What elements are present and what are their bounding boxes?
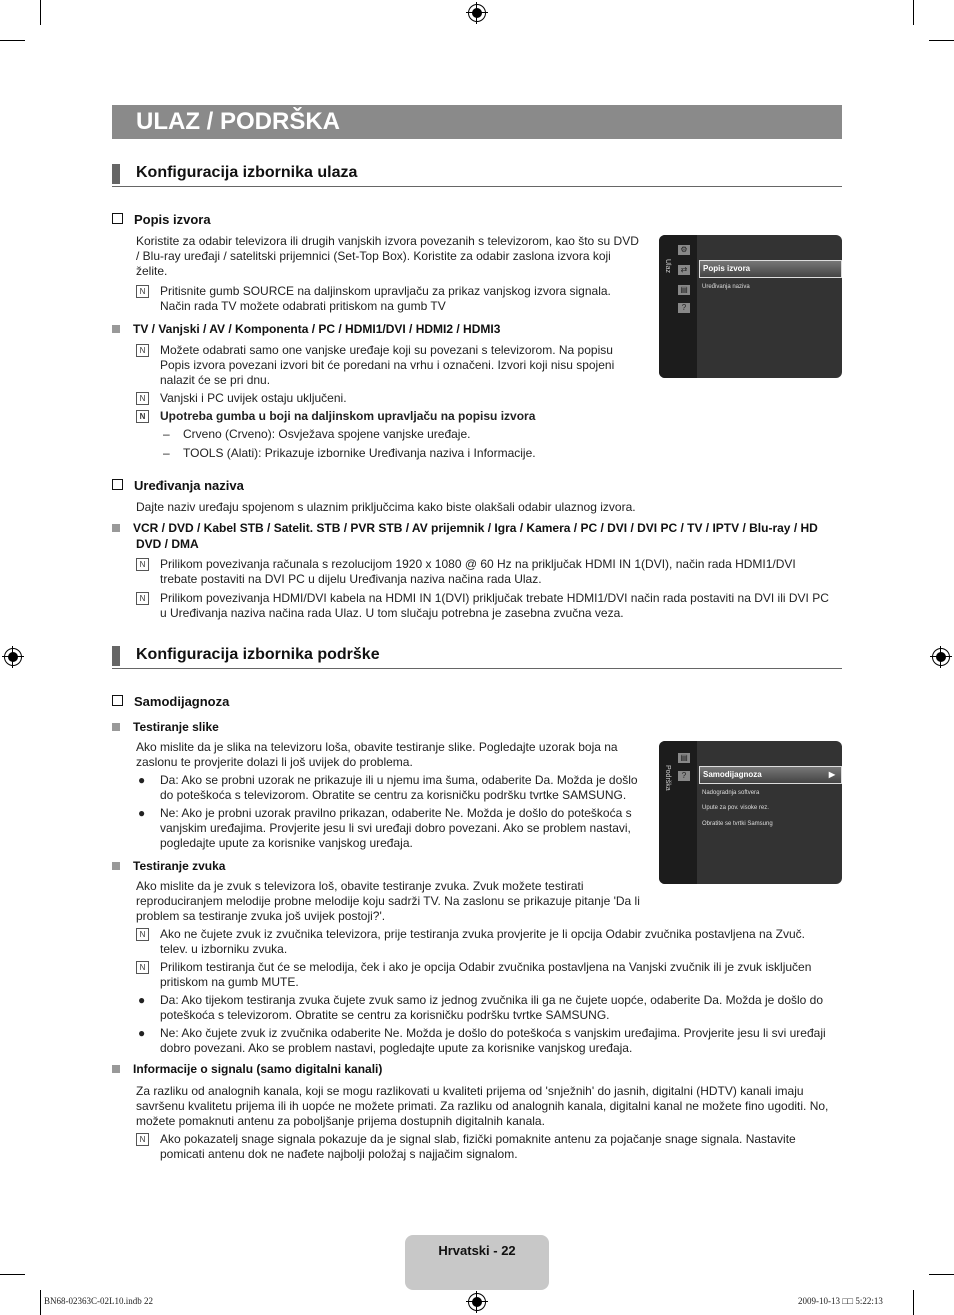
- note: N Pritisnite gumb SOURCE na daljinskom upravljaču za prikaz vanjskog izvora signala. Način rada TV možete odabrati pritiskom na gumb TV: [136, 284, 611, 314]
- section-title: Konfiguracija izbornika podrške: [136, 646, 380, 663]
- page-title-bar: [112, 105, 842, 139]
- square-bullet-item: Testiranje zvuka: [112, 859, 225, 873]
- section-input-config: [112, 162, 842, 187]
- square-bullet-icon: [112, 524, 120, 532]
- section-support-config: [112, 644, 842, 669]
- section-marker: [112, 164, 120, 184]
- note-icon: N: [136, 285, 149, 298]
- square-bullet-continuation: DVD / DMA: [136, 537, 199, 551]
- gear-icon: ⚙: [678, 245, 690, 255]
- paragraph: Koristite za odabir televizora ili drugih vanjskih izvora povezanih s televizorom, kao što su DVD / Blu-ray uređaji / satelitski prijemnici (Set-Top Box). Koristite za odabir zaslona izvora koji želite.: [136, 234, 639, 278]
- osd-side-label: Ulaz: [664, 259, 671, 274]
- input-icon: ⇄: [678, 265, 690, 275]
- bullet-item: ● Da: Ako se probni uzorak ne prikazuje ili u njemu ima šuma, odaberite Da. Možda je došlo do poteškoća s televizorom. Obratite se centru za korisničku podršku tvrtke SAMSUNG.: [138, 773, 638, 802]
- note: N Prilikom testiranja čut će se melodija, ček i ako je opcija Odabir zvučnika postavljena na Vanjski zvučnik ili je zvuk isključen pritiskom na gumb MUTE.: [136, 960, 811, 990]
- checkbox-icon: [112, 213, 123, 224]
- osd-item[interactable]: Obratite se tvrtki Samsung: [702, 821, 773, 827]
- section-title: Konfiguracija izbornika ulaza: [136, 164, 358, 181]
- square-bullet-icon: [112, 1065, 120, 1073]
- note-icon: N: [136, 410, 149, 423]
- osd-item[interactable]: Uređivanja naziva: [702, 284, 750, 290]
- square-bullet-icon: [112, 862, 120, 870]
- help-icon: ?: [678, 303, 690, 313]
- note-icon: N: [136, 592, 149, 605]
- page-title: ULAZ / PODRŠKA: [136, 108, 340, 135]
- note-icon: N: [136, 961, 149, 974]
- square-bullet-icon: [112, 723, 120, 731]
- registration-mark-icon: [468, 1293, 486, 1311]
- checkbox-icon: [112, 479, 123, 490]
- square-bullet-item: TV / Vanjski / AV / Komponenta / PC / HDMI1/DVI / HDMI2 / HDMI3: [112, 322, 500, 336]
- subheading-edit-name: Uređivanja naziva: [112, 478, 244, 493]
- note-icon: N: [136, 558, 149, 571]
- registration-mark-icon: [932, 648, 950, 666]
- paragraph: Dajte naziv uređaju spojenom s ulaznim priključcima kako biste olakšali odabir ulaznog izvora.: [136, 500, 636, 514]
- imprint-timestamp: 2009-10-13 □□ 5:22:13: [798, 1296, 883, 1306]
- crop-mark: [40, 1290, 41, 1315]
- square-bullet-item: VCR / DVD / Kabel STB / Satelit. STB / PVR STB / AV prijemnik / Igra / Kamera / PC / DVI / DVI PC / TV / IPTV / Blu-ray / HD: [112, 521, 818, 535]
- note-icon: N: [136, 392, 149, 405]
- note-icon: N: [136, 1133, 149, 1146]
- paragraph: Ako mislite da je zvuk s televizora loš, obavite testiranje zvuka. Zvuk možete testirati reproduciranjem melodije probne melodije koju sadrži TV. Na zaslonu se prikazuje pitanje 'Da li problem sa testiranje zvuka još uvijek postoji?'.: [136, 879, 640, 923]
- square-bullet-icon: [112, 325, 120, 333]
- osd-selected-item[interactable]: Samodijagnoza ▶: [699, 766, 842, 784]
- note-icon: N: [136, 344, 149, 357]
- bullet-item: ● Ne: Ako je probni uzorak pravilno prikazan, odaberite Ne. Možda je došlo do poteškoća s vanjskim uređajima. Provjerite jesu li svi uređaji dobro povezani. Ako se problem nastavi, pogledajte upute za korisnike vanjskog uređaja.: [138, 806, 632, 850]
- checkbox-icon: [112, 695, 123, 706]
- paragraph: Za razliku od analognih kanala, koji se mogu razlikovati u kvaliteti prijema od 'snježnih' do jasnih, digitalni (HDTV) kanali imaju savršenu kvalitetu prijema ili ih uopće ne možete primati. Za razliku od analognih kanala, digitalni kanal ne možete fino ugoditi. No, možete pomaknuti antenu za poboljšanje prijema dostupnih digitalnih kanala.: [136, 1084, 829, 1128]
- subheading-source-list: Popis izvora: [112, 212, 211, 227]
- square-bullet-item: Testiranje slike: [112, 720, 219, 734]
- note: N Prilikom povezivanja računala s rezolucijom 1920 x 1080 @ 60 Hz na priključak HDMI IN 1(DVI), način rada HDMI1/DVI trebate postaviti na DVI PC u dijelu Uređivanja naziva načina rada Ulaz.: [136, 557, 796, 587]
- registration-mark-icon: [468, 4, 486, 22]
- note-icon: N: [136, 928, 149, 941]
- crop-mark: [929, 40, 954, 41]
- crop-mark: [913, 0, 914, 25]
- dash-item: – Crveno (Crveno): Osvježava spojene vanjske uređaje.: [163, 427, 471, 441]
- osd-input-menu: [659, 235, 842, 378]
- osd-item[interactable]: Nadogradnja softvera: [702, 790, 760, 796]
- note: N Ako pokazatelj snage signala pokazuje da je signal slab, fizički pomaknite antenu za pojačanje snage signala. Nastavite pomicati antenu dok ne nađete najbolji položaj s najjačim signalom.: [136, 1132, 796, 1162]
- crop-mark: [929, 1274, 954, 1275]
- note: N Vanjski i PC uvijek ostaju uključeni.: [136, 391, 347, 406]
- page-number: Hrvatski - 22: [438, 1243, 516, 1258]
- support-icon: ▤: [678, 285, 690, 295]
- page-footer: [405, 1235, 549, 1290]
- note: N Ako ne čujete zvuk iz zvučnika televizora, prije testiranja zvuka provjerite je li opcija Odabir zvučnika postavljena na Zvuč. telev. u izborniku zvuka.: [136, 927, 805, 957]
- osd-support-menu: [659, 741, 842, 884]
- section-marker: [112, 646, 120, 666]
- arrow-right-icon: ▶: [828, 770, 835, 779]
- note: N Možete odabrati samo one vanjske uređaje koji su povezani s televizorom. Na popisu Popis izvora povezani izvori bit će poredani na vrhu i označeni. Izvori koji nisu spojeni nalazit će se pri dnu.: [136, 343, 614, 388]
- support-icon: ▤: [678, 753, 690, 763]
- bullet-item: ● Ne: Ako čujete zvuk iz zvučnika odaberite Ne. Možda je došlo do poteškoća s vanjskim uređajima. Provjerite jesu li svi uređaji dobro povezani. Ako se problem nastavi, pogledajte upute za korisnike vanjskog uređaja.: [138, 1026, 826, 1055]
- bullet-item: ● Da: Ako tijekom testiranja zvuka čujete zvuk samo iz jednog zvučnika ili ga ne čujete uopće, odaberite Da. Možda je došlo do poteškoća s televizorom. Obratite se centru za korisničku podršku tvrtke SAMSUNG.: [138, 993, 824, 1022]
- help-icon: ?: [678, 771, 690, 781]
- registration-mark-icon: [4, 648, 22, 666]
- dash-item: – TOOLS (Alati): Prikazuje izbornike Uređivanja naziva i Informacije.: [163, 446, 536, 460]
- imprint-file: BN68-02363C-02L10.indb 22: [44, 1296, 153, 1306]
- osd-selected-item[interactable]: Popis izvora: [699, 260, 842, 278]
- paragraph: Ako mislite da je slika na televizoru loša, obavite testiranje slike. Pogledajte uzorak boja na zaslonu te provjerite dolazi li još uvijek do problema.: [136, 740, 618, 769]
- crop-mark: [40, 0, 41, 25]
- crop-mark: [0, 40, 25, 41]
- note: N Upotreba gumba u boji na daljinskom upravljaču na popisu izvora: [136, 409, 535, 424]
- subheading-self-diagnosis: Samodijagnoza: [112, 694, 229, 709]
- square-bullet-item: Informacije o signalu (samo digitalni kanali): [112, 1062, 382, 1076]
- osd-side-label: Podrška: [664, 765, 671, 791]
- crop-mark: [0, 1274, 25, 1275]
- note: N Prilikom povezivanja HDMI/DVI kabela na HDMI IN 1(DVI) priključak trebate HDMI1/DVI način rada postaviti na DVI ili DVI PC u Uređivanja naziva načina rada Ulaz. U tom slučaju potrebna je zasebna zvučna veza.: [136, 591, 829, 621]
- osd-item[interactable]: Upute za pov. visoke rez.: [702, 805, 769, 811]
- crop-mark: [913, 1290, 914, 1315]
